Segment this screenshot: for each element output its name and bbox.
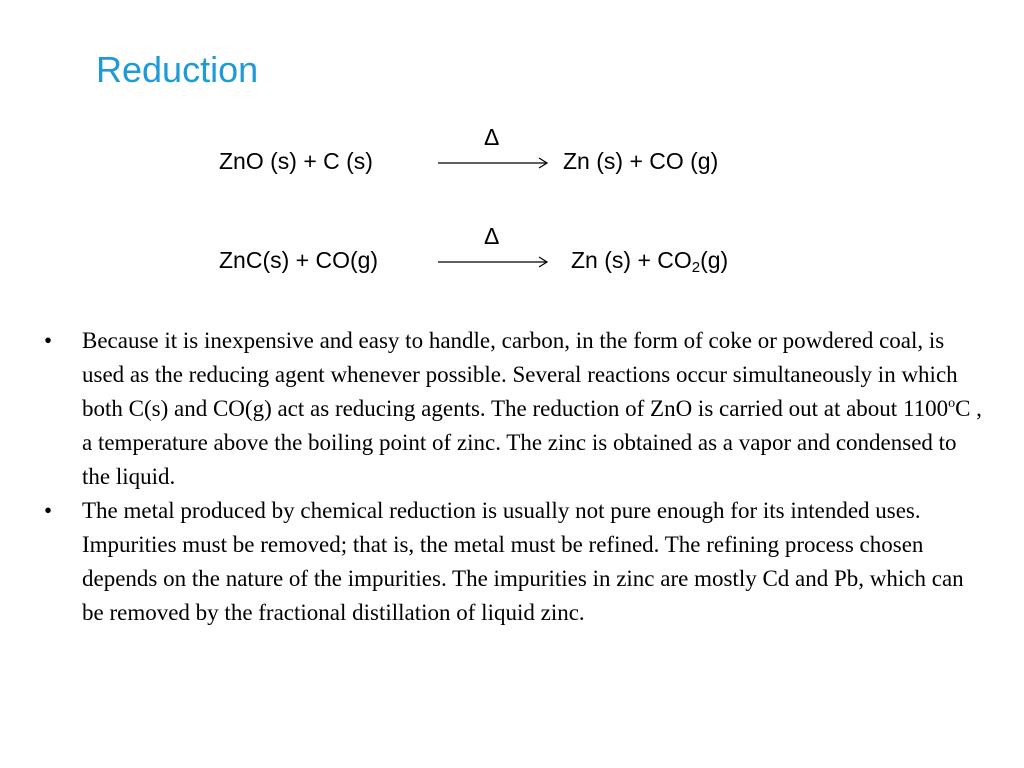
degree-superscript: o [948,396,956,411]
bullet-dot-icon: • [44,498,53,523]
bullet-item-2 [44,494,984,630]
equation-1-reactants: ZnO (s) + C (s) [219,148,373,174]
bullet-dot-icon: • [44,328,53,353]
equation-1-products: Zn (s) + CO (g) [563,148,719,174]
bullet-item-1 [44,324,984,494]
bullet-2-text: The metal produced by chemical reduction is usually not pure enough for its intended uses. Impurities must be removed; that is, the metal must be refined. The refining process chosen depends on the nature of the impurities. The impurities in zinc are mostly Cd and Pb, which can be removed by the fractional distillation of liquid zinc. [82,498,964,625]
bullet-1-text-a: Because it is inexpensive and easy to handle, carbon, in the form of coke or powdered coal, is used as the reducing agent whenever possible. Several reactions occur simultaneously in which both C(s) and CO(g) act as reducing agents. The reduction of ZnO is carried out at about 1100 [82,328,958,421]
equation-2-subscript: 2 [691,259,701,276]
equation-2-products-main: Zn (s) + CO [571,247,692,273]
bullet-list [44,324,984,630]
equation-2-products-state: (g) [700,247,729,273]
reaction-arrow-2-icon [438,254,550,270]
slide-title: Reduction [96,49,259,90]
bullet-1-text-b: C , a temperature above the boiling point of zinc. The zinc is obtained as a vapor and condensed to the liquid. [82,396,982,489]
equation-2-products [571,246,728,274]
reaction-arrow-1-icon [438,155,550,171]
heat-condition-2: Δ [484,223,500,249]
heat-condition-1: Δ [484,124,500,150]
equation-2-reactants: ZnC(s) + CO(g) [219,247,379,273]
